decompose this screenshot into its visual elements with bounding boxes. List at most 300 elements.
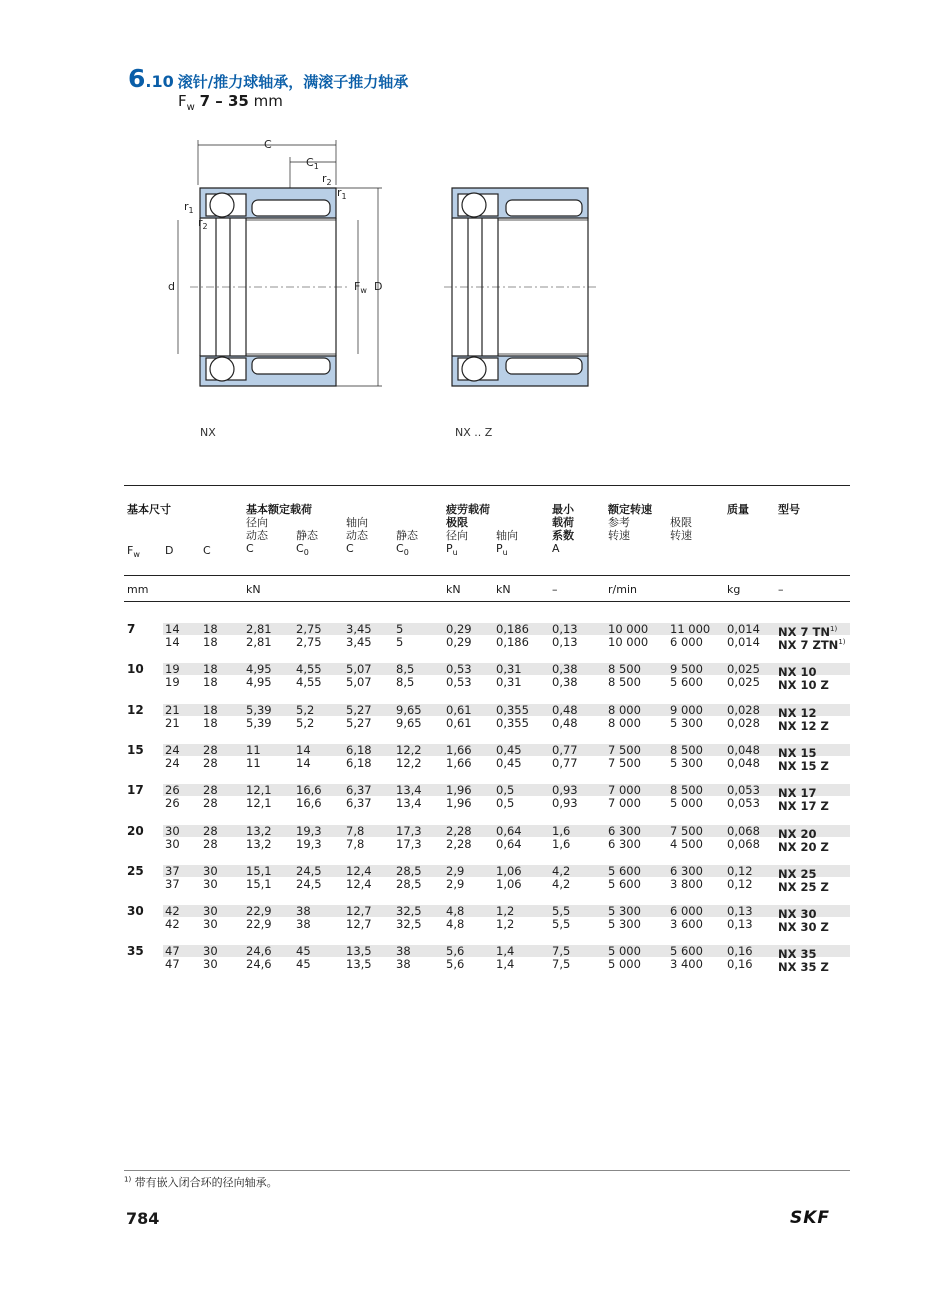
table-cell: 6 300: [608, 837, 641, 851]
table-cell: 14: [296, 756, 311, 770]
table-cell: 7 000: [608, 796, 641, 810]
table-cell: 5,5: [552, 904, 571, 918]
table-cell: 1,66: [446, 756, 472, 770]
table-cell: 0,61: [446, 703, 472, 717]
table-cell: 5,27: [346, 703, 372, 717]
table-cell: 0,053: [727, 783, 760, 797]
table-cell: 0,53: [446, 662, 472, 676]
table-cell: 12,2: [396, 756, 422, 770]
table-cell: 0,93: [552, 783, 578, 797]
designation-text: NX 15: [778, 745, 817, 760]
dim-c1-label: $C_1$: [306, 156, 319, 171]
header-fatigue-l2: 极限: [446, 516, 468, 529]
table-cell: 6,18: [346, 756, 372, 770]
table-cell: 5: [396, 635, 404, 649]
table-cell: 9,65: [396, 716, 422, 730]
table-cell: 5,27: [346, 716, 372, 730]
table-units-rule: [124, 601, 850, 602]
table-cell: 24: [165, 756, 180, 770]
fw-group-label: 30: [127, 904, 144, 918]
table-cell: 0,38: [552, 662, 578, 676]
fw-group-label: 12: [127, 703, 144, 717]
table-cell: 4,2: [552, 877, 571, 891]
table-cell: 17,3: [396, 837, 422, 851]
table-cell: 10 000: [608, 622, 649, 636]
footnote: [124, 1174, 278, 1190]
unit-dash: –: [552, 583, 558, 596]
table-cell: 0,53: [446, 675, 472, 689]
table-cell: 0,12: [727, 877, 753, 891]
table-cell: 12,7: [346, 904, 372, 918]
table-cell: 5,2: [296, 703, 315, 717]
table-cell: 30: [203, 864, 218, 878]
table-cell: 0,13: [727, 904, 753, 918]
designation-footnote-mark: 1): [838, 638, 846, 646]
table-cell: 1,6: [552, 824, 571, 838]
table-cell: 0,068: [727, 837, 760, 851]
sym-cdyn-axial: C: [346, 542, 354, 555]
designation-text: NX 25 Z: [778, 879, 829, 894]
table-cell: 8 500: [608, 662, 641, 676]
sym-c0: $C_0$: [296, 542, 309, 558]
unit-kg: kg: [727, 583, 741, 596]
bearing-drawings: [160, 130, 610, 439]
header-minload-l1: 最小: [552, 503, 574, 516]
table-cell: 8,5: [396, 662, 415, 676]
table-cell: 9 500: [670, 662, 703, 676]
table-cell: 21: [165, 716, 180, 730]
table-cell: 5 600: [608, 877, 641, 891]
table-cell: 42: [165, 917, 180, 931]
designation-cell: [778, 918, 829, 934]
table-cell: 0,13: [552, 622, 578, 636]
table-cell: 3,45: [346, 622, 372, 636]
table-cell: 0,13: [552, 635, 578, 649]
designation-text: NX 7 TN: [778, 624, 830, 639]
header-lim-l1: 极限: [670, 516, 692, 529]
header-dynamic: 动态: [246, 529, 268, 542]
table-cell: 3 400: [670, 957, 703, 971]
table-cell: 32,5: [396, 904, 422, 918]
table-cell: 32,5: [396, 917, 422, 931]
table-cell: 16,6: [296, 796, 322, 810]
table-cell: 14: [165, 635, 180, 649]
table-cell: 5,39: [246, 716, 272, 730]
table-cell: 7,8: [346, 837, 365, 851]
table-cell: 0,028: [727, 716, 760, 730]
table-cell: 0,068: [727, 824, 760, 838]
table-cell: 4 500: [670, 837, 703, 851]
table-cell: 4,8: [446, 904, 465, 918]
table-cell: 0,053: [727, 796, 760, 810]
table-cell: 1,06: [496, 864, 522, 878]
table-cell: 0,028: [727, 703, 760, 717]
footnote-mark: 1): [124, 1175, 132, 1184]
table-cell: 13,2: [246, 824, 272, 838]
table-cell: 5,5: [552, 917, 571, 931]
dim-D-label: D: [374, 280, 383, 293]
table-cell: 0,16: [727, 944, 753, 958]
header-basic-dims: 基本尺寸: [127, 503, 171, 516]
sym-D: D: [165, 544, 174, 557]
table-cell: 4,55: [296, 675, 322, 689]
footnote-text: 带有嵌入闭合环的径向轴承。: [134, 1176, 278, 1189]
table-cell: 26: [165, 796, 180, 810]
table-cell: 1,96: [446, 796, 472, 810]
designation-cell: [778, 878, 829, 894]
dim-r1-right-label: $r_1$: [337, 186, 347, 201]
header-designation: 型号: [778, 503, 800, 516]
table-cell: 4,95: [246, 662, 272, 676]
designation-cell: [778, 717, 829, 733]
table-cell: 13,4: [396, 796, 422, 810]
fw-group-label: 10: [127, 662, 144, 676]
table-cell: 0,64: [496, 837, 522, 851]
page-number: 784: [126, 1209, 160, 1228]
header-static: 静态: [296, 529, 318, 542]
table-cell: 8 000: [608, 716, 641, 730]
designation-text: NX 12 Z: [778, 718, 829, 733]
table-cell: 0,31: [496, 662, 522, 676]
designation-text: NX 7 ZTN: [778, 637, 839, 652]
table-cell: 13,4: [396, 783, 422, 797]
table-cell: 30: [203, 957, 218, 971]
header-minload-l2: 载荷: [552, 516, 574, 529]
sym-fw: $F_w$: [127, 544, 140, 560]
table-cell: 38: [396, 944, 411, 958]
table-cell: 0,48: [552, 716, 578, 730]
header-ref-l1: 参考: [608, 516, 630, 529]
table-cell: 11: [246, 743, 261, 757]
table-cell: 1,06: [496, 877, 522, 891]
dim-r2-top-label: $r_2$: [322, 172, 332, 187]
designation-cell: [778, 676, 829, 692]
header-ref-l2: 转速: [608, 529, 630, 542]
table-cell: 1,2: [496, 904, 515, 918]
fw-group-label: 20: [127, 824, 144, 838]
table-cell: 0,38: [552, 675, 578, 689]
header-load-ratings: 基本额定载荷: [246, 503, 312, 516]
table-cell: 45: [296, 957, 311, 971]
table-cell: 28: [203, 756, 218, 770]
sym-C: C: [203, 544, 211, 557]
section-number-major: 6: [128, 64, 146, 93]
table-cell: 0,77: [552, 756, 578, 770]
table-cell: 6 000: [670, 904, 703, 918]
table-cell: 42: [165, 904, 180, 918]
table-cell: 0,186: [496, 635, 529, 649]
table-cell: 5 000: [608, 957, 641, 971]
table-cell: 0,048: [727, 743, 760, 757]
table-top-rule: [124, 485, 850, 486]
table-cell: 12,4: [346, 864, 372, 878]
table-cell: 7 500: [670, 824, 703, 838]
table-cell: 28: [203, 796, 218, 810]
table-cell: 0,025: [727, 675, 760, 689]
table-cell: 13,5: [346, 957, 372, 971]
table-cell: 2,75: [296, 635, 322, 649]
table-cell: 1,6: [552, 837, 571, 851]
table-cell: 1,96: [446, 783, 472, 797]
designation-text: NX 20 Z: [778, 839, 829, 854]
designation-cell: [778, 636, 846, 652]
table-cell: 7 500: [608, 756, 641, 770]
table-cell: 12,4: [346, 877, 372, 891]
table-cell: 18: [203, 703, 218, 717]
table-cell: 28,5: [396, 877, 422, 891]
table-cell: 14: [296, 743, 311, 757]
nxz-section-drawing: [444, 188, 596, 386]
designation-text: NX 12: [778, 705, 817, 720]
table-cell: 16,6: [296, 783, 322, 797]
table-cell: 12,7: [346, 917, 372, 931]
dim-r2-left-label: $r_2$: [198, 216, 208, 231]
table-cell: 2,28: [446, 837, 472, 851]
header-radial: 径向: [246, 516, 268, 529]
table-cell: 47: [165, 957, 180, 971]
designation-footnote-mark: 1): [829, 625, 838, 633]
table-cell: 24,5: [296, 877, 322, 891]
header-fatigue: 疲劳载荷: [446, 503, 490, 516]
designation-text: NX 35 Z: [778, 959, 829, 974]
table-cell: 3 800: [670, 877, 703, 891]
table-cell: 0,45: [496, 756, 522, 770]
table-cell: 0,186: [496, 622, 529, 636]
table-cell: 18: [203, 635, 218, 649]
header-axial: 轴向: [346, 516, 368, 529]
subtitle-symbol: F: [178, 92, 187, 110]
fw-group-label: 15: [127, 743, 144, 757]
table-cell: 12,2: [396, 743, 422, 757]
table-cell: 7 000: [608, 783, 641, 797]
table-cell: 10 000: [608, 635, 649, 649]
fw-group-label: 35: [127, 944, 144, 958]
table-cell: 8 500: [670, 783, 703, 797]
table-cell: 0,12: [727, 864, 753, 878]
table-cell: 47: [165, 944, 180, 958]
table-cell: 2,81: [246, 622, 272, 636]
table-cell: 1,2: [496, 917, 515, 931]
table-cell: 5 600: [608, 864, 641, 878]
sym-pu-axial: $P_u$: [496, 542, 508, 558]
table-cell: 30: [203, 877, 218, 891]
table-cell: 0,16: [727, 957, 753, 971]
table-cell: 19,3: [296, 837, 322, 851]
table-cell: 30: [165, 824, 180, 838]
unit-kn-fatigue: kN: [446, 583, 461, 596]
header-speed-ratings: 额定转速: [608, 503, 652, 516]
table-cell: 2,28: [446, 824, 472, 838]
table-cell: 8 500: [608, 675, 641, 689]
designation-text: NX 20: [778, 826, 817, 841]
table-cell: 38: [296, 917, 311, 931]
nx-section-drawing: [178, 140, 382, 386]
table-cell: 0,93: [552, 796, 578, 810]
table-cell: 0,048: [727, 756, 760, 770]
table-cell: 5: [396, 622, 404, 636]
unit-kn-fatigue-axial: kN: [496, 583, 511, 596]
table-cell: 15,1: [246, 864, 272, 878]
table-cell: 3 600: [670, 917, 703, 931]
table-cell: 18: [203, 622, 218, 636]
dim-d-label: d: [168, 280, 175, 293]
subtitle-unit: mm: [253, 92, 283, 110]
table-cell: 8,5: [396, 675, 415, 689]
table-cell: 7,5: [552, 957, 571, 971]
nxz-caption: NX .. Z: [455, 426, 493, 439]
table-cell: 28: [203, 743, 218, 757]
table-cell: 9,65: [396, 703, 422, 717]
table-cell: 30: [203, 917, 218, 931]
table-cell: 15,1: [246, 877, 272, 891]
table-cell: 0,77: [552, 743, 578, 757]
table-cell: 5 000: [608, 944, 641, 958]
unit-mm: mm: [127, 583, 149, 596]
sym-cdyn: C: [246, 542, 254, 555]
table-cell: 38: [296, 904, 311, 918]
nx-caption: NX: [200, 426, 216, 439]
table-cell: 0,13: [727, 917, 753, 931]
table-cell: 18: [203, 716, 218, 730]
table-cell: 38: [396, 957, 411, 971]
table-cell: 12,1: [246, 796, 272, 810]
table-cell: 2,9: [446, 864, 465, 878]
designation-text: NX 10 Z: [778, 677, 829, 692]
header-mass: 质量: [727, 503, 749, 516]
table-cell: 1,4: [496, 957, 515, 971]
table-cell: 6,37: [346, 783, 372, 797]
table-cell: 13,2: [246, 837, 272, 851]
table-cell: 19: [165, 662, 180, 676]
table-cell: 5 300: [608, 904, 641, 918]
table-cell: 45: [296, 944, 311, 958]
sym-pu: $P_u$: [446, 542, 458, 558]
designation-text: NX 10: [778, 664, 817, 679]
table-cell: 18: [203, 675, 218, 689]
subtitle: [178, 92, 283, 113]
table-cell: 8 000: [608, 703, 641, 717]
section-title-text: 滚针/推力球轴承，满滚子推力轴承: [177, 73, 409, 91]
unit-kn: kN: [246, 583, 261, 596]
sym-c0-axial: $C_0$: [396, 542, 409, 558]
designation-cell: [778, 797, 829, 813]
designation-cell: [778, 838, 829, 854]
designation-text: NX 35: [778, 946, 817, 961]
table-cell: 4,2: [552, 864, 571, 878]
table-cell: 7,8: [346, 824, 365, 838]
table-cell: 5 600: [670, 675, 703, 689]
table-cell: 5 300: [670, 756, 703, 770]
table-cell: 4,8: [446, 917, 465, 931]
table-cell: 3,45: [346, 635, 372, 649]
table-cell: 5 600: [670, 944, 703, 958]
fw-group-label: 17: [127, 783, 144, 797]
header-fatigue-axial: 轴向: [496, 529, 518, 542]
table-cell: 30: [165, 837, 180, 851]
table-cell: 0,64: [496, 824, 522, 838]
table-cell: 5,6: [446, 944, 465, 958]
designation-text: NX 30: [778, 906, 817, 921]
designation-text: NX 17: [778, 785, 817, 800]
table-cell: 1,4: [496, 944, 515, 958]
table-cell: 37: [165, 864, 180, 878]
table-cell: 5,07: [346, 675, 372, 689]
dim-c-label: C: [264, 138, 272, 151]
table-cell: 0,5: [496, 796, 515, 810]
table-cell: 5 300: [608, 917, 641, 931]
footnote-rule: [124, 1170, 850, 1171]
table-cell: 6,18: [346, 743, 372, 757]
table-cell: 28: [203, 783, 218, 797]
table-cell: 5 000: [670, 796, 703, 810]
table-cell: 28: [203, 824, 218, 838]
sym-A: A: [552, 542, 560, 555]
table-cell: 2,81: [246, 635, 272, 649]
table-cell: 11 000: [670, 622, 711, 636]
table-cell: 9 000: [670, 703, 703, 717]
section-title: [128, 64, 408, 93]
designation-text: NX 25: [778, 866, 817, 881]
fw-group-label: 25: [127, 864, 144, 878]
table-cell: 0,5: [496, 783, 515, 797]
table-cell: 4,95: [246, 675, 272, 689]
table-cell: 12,1: [246, 783, 272, 797]
section-number-minor: .10: [145, 72, 174, 91]
table-cell: 0,355: [496, 703, 529, 717]
table-cell: 28: [203, 837, 218, 851]
header-minload-l3: 系数: [552, 529, 574, 542]
designation-cell: [778, 757, 829, 773]
unit-dash-designation: –: [778, 583, 784, 596]
table-cell: 5,6: [446, 957, 465, 971]
table-cell: 13,5: [346, 944, 372, 958]
table-cell: 19,3: [296, 824, 322, 838]
table-cell: 5,2: [296, 716, 315, 730]
table-cell: 26: [165, 783, 180, 797]
table-cell: 7 500: [608, 743, 641, 757]
table-cell: 6 000: [670, 635, 703, 649]
designation-text: NX 15 Z: [778, 758, 829, 773]
table-cell: 5 300: [670, 716, 703, 730]
table-cell: 8 500: [670, 743, 703, 757]
designation-text: NX 17 Z: [778, 798, 829, 813]
table-cell: 0,29: [446, 622, 472, 636]
dim-r1-left-label: $r_1$: [184, 200, 194, 215]
table-cell: 37: [165, 877, 180, 891]
subtitle-range: 7 – 35: [199, 92, 249, 110]
table-cell: 1,66: [446, 743, 472, 757]
table-cell: 0,014: [727, 635, 760, 649]
table-cell: 7,5: [552, 944, 571, 958]
table-cell: 6,37: [346, 796, 372, 810]
designation-cell: [778, 958, 829, 974]
table-cell: 21: [165, 703, 180, 717]
table-cell: 0,48: [552, 703, 578, 717]
table-cell: 19: [165, 675, 180, 689]
table-cell: 30: [203, 944, 218, 958]
table-cell: 24,5: [296, 864, 322, 878]
skf-logo: SKF: [790, 1208, 831, 1228]
table-cell: 17,3: [396, 824, 422, 838]
table-cell: 22,9: [246, 904, 272, 918]
header-static-axial: 静态: [396, 529, 418, 542]
subtitle-sub: w: [186, 102, 195, 113]
table-cell: 2,9: [446, 877, 465, 891]
header-dynamic-axial: 动态: [346, 529, 368, 542]
header-lim-l2: 转速: [670, 529, 692, 542]
table-cell: 14: [165, 622, 180, 636]
table-cell: 0,45: [496, 743, 522, 757]
